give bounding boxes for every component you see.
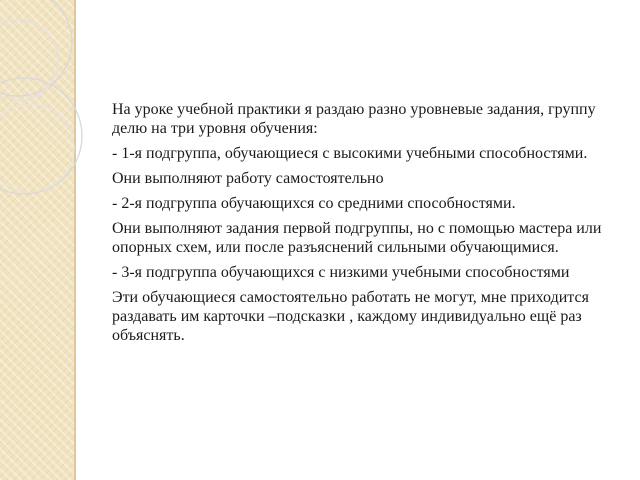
decorative-arcs <box>0 0 120 480</box>
paragraph-intro: На уроке учебной практики я раздаю разно уровневые задания, группу делю на три уровня обучения: <box>112 101 596 137</box>
paragraph-subgroup-3-note: Эти обучающиеся самостоятельно работать не могут, мне приходится раздавать им карточки –подсказки , каждому индивидуально ещё раз объяснять. <box>112 289 589 344</box>
paragraph-subgroup-2-note: Они выполняют задания первой подгруппы, но с помощью мастера или опорных схем, или после разъяснений сильными обучающимися. <box>112 220 602 256</box>
paragraph-subgroup-3: - 3-я подгруппа обучающихся с низкими учебными способностями <box>112 264 570 281</box>
paragraph-subgroup-1-note: Они выполняют работу самостоятельно <box>112 170 384 187</box>
paragraph-subgroup-1: - 1-я подгруппа, обучающиеся с высокими учебными способностями. <box>112 145 588 162</box>
paragraph-subgroup-2: - 2-я подгруппа обучающихся со средними способностями. <box>112 195 516 212</box>
body-text <box>112 100 612 351</box>
